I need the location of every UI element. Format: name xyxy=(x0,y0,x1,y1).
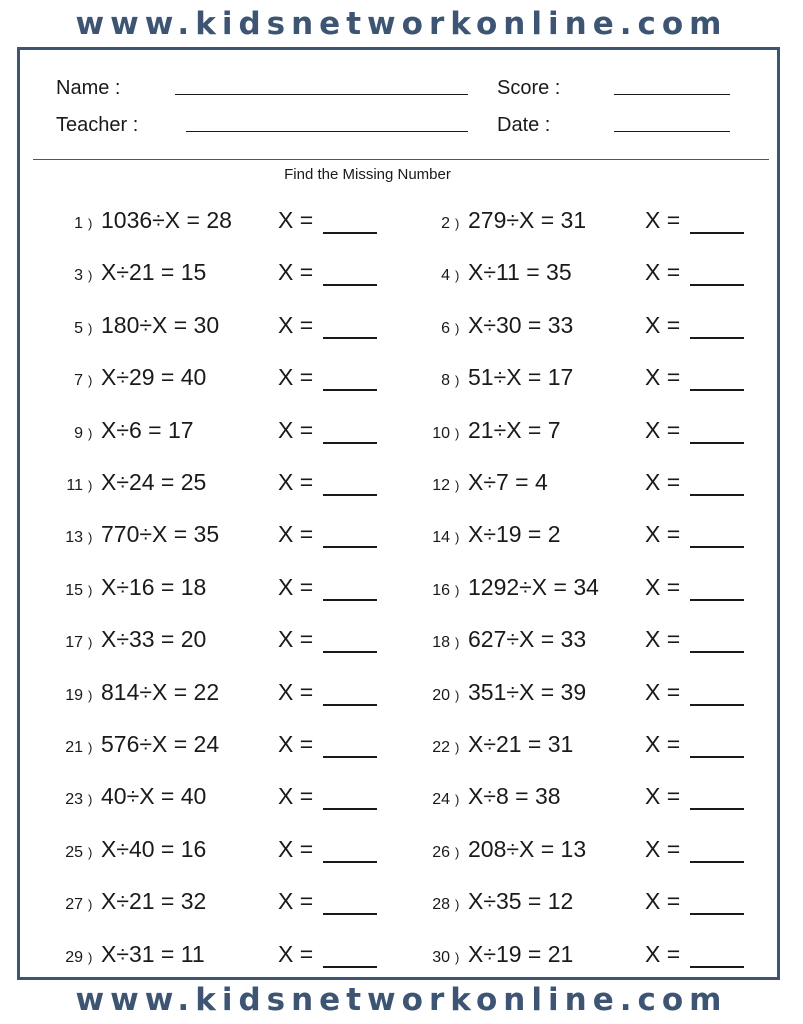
answer-blank[interactable] xyxy=(323,546,377,548)
problem-equation: X÷21 = 31 xyxy=(468,731,574,757)
problem-paren: ) xyxy=(88,373,93,389)
problem-number: 20 xyxy=(432,686,450,704)
answer-prefix: X = xyxy=(278,888,314,915)
answer-blank[interactable] xyxy=(690,389,744,391)
site-url-bottom: www.kidsnetworkonline.com xyxy=(75,982,728,1018)
problem-paren: ) xyxy=(88,897,93,913)
problem-paren: ) xyxy=(88,792,93,808)
answer-prefix: X = xyxy=(645,678,681,705)
problem-paren: ) xyxy=(455,844,460,860)
problem-number: 19 xyxy=(65,686,83,704)
problem-equation: 208÷X = 13 xyxy=(468,835,587,862)
problem-paren: ) xyxy=(88,844,93,860)
answer-blank[interactable] xyxy=(690,546,744,548)
problem-number: 22 xyxy=(432,739,450,756)
answer-prefix: X = xyxy=(278,416,314,443)
problem-number: 21 xyxy=(65,739,83,756)
answer-blank[interactable] xyxy=(690,232,744,234)
problem-number: 25 xyxy=(65,843,83,861)
problem-number: 18 xyxy=(432,634,450,652)
problem-paren: ) xyxy=(455,687,460,703)
problem-equation: 40÷X = 40 xyxy=(101,783,207,810)
problem-item xyxy=(53,621,393,661)
score-label: Score : xyxy=(497,77,561,99)
problem-number: 12 xyxy=(432,477,450,494)
problem-number: 6 xyxy=(441,319,450,337)
answer-prefix: X = xyxy=(645,521,681,548)
answer-prefix: X = xyxy=(278,783,314,810)
problem-number: 9 xyxy=(74,424,83,442)
problem-number: 30 xyxy=(432,948,450,966)
problem-paren: ) xyxy=(88,320,93,336)
problem-item xyxy=(420,412,760,452)
answer-prefix: X = xyxy=(278,469,314,495)
problem-paren: ) xyxy=(88,687,93,703)
problem-item xyxy=(420,674,760,714)
problem-number: 17 xyxy=(65,634,83,652)
header-divider xyxy=(33,159,769,160)
answer-blank[interactable] xyxy=(323,756,377,758)
problem-number: 28 xyxy=(432,896,450,914)
problem-paren: ) xyxy=(88,216,93,231)
answer-prefix: X = xyxy=(278,940,314,967)
problem-equation: 627÷X = 33 xyxy=(468,626,587,653)
answer-blank[interactable] xyxy=(323,284,377,286)
problem-item xyxy=(420,936,760,976)
answer-blank[interactable] xyxy=(323,808,377,810)
answer-prefix: X = xyxy=(645,416,681,443)
problem-item xyxy=(53,202,393,242)
answer-blank[interactable] xyxy=(690,704,744,706)
problem-item xyxy=(53,412,393,452)
answer-prefix: X = xyxy=(278,521,314,548)
problem-item xyxy=(420,359,760,399)
problem-paren: ) xyxy=(88,635,93,651)
problem-number: 29 xyxy=(65,948,83,966)
worksheet xyxy=(17,47,780,980)
problem-item xyxy=(53,726,393,766)
problem-paren: ) xyxy=(455,320,460,336)
problem-paren: ) xyxy=(455,792,460,808)
problem-equation: X÷8 = 38 xyxy=(468,783,561,810)
answer-blank[interactable] xyxy=(690,861,744,863)
problem-item xyxy=(53,254,393,294)
answer-blank[interactable] xyxy=(323,494,377,496)
problem-paren: ) xyxy=(88,740,93,755)
problem-item xyxy=(420,778,760,818)
worksheet-title: Find the Missing Number xyxy=(284,166,451,183)
answer-blank[interactable] xyxy=(323,599,377,601)
problem-paren: ) xyxy=(455,740,460,755)
problem-paren: ) xyxy=(88,949,93,965)
answer-blank[interactable] xyxy=(323,704,377,706)
problem-equation: X÷40 = 16 xyxy=(101,835,207,862)
problem-number: 2 xyxy=(441,215,450,232)
problem-number: 11 xyxy=(66,477,83,494)
problem-item xyxy=(420,569,760,609)
answer-prefix: X = xyxy=(278,626,314,653)
answer-blank[interactable] xyxy=(690,494,744,496)
teacher-label: Teacher : xyxy=(56,114,139,136)
problem-paren: ) xyxy=(88,268,93,284)
problem-equation: X÷21 = 15 xyxy=(101,259,207,286)
problem-item xyxy=(420,307,760,347)
answer-blank[interactable] xyxy=(690,337,744,339)
problem-equation: X÷19 = 2 xyxy=(468,521,561,548)
site-url-top: www.kidsnetworkonline.com xyxy=(75,6,728,42)
problem-number: 10 xyxy=(432,424,450,442)
answer-prefix: X = xyxy=(645,207,681,233)
problem-equation: 279÷X = 31 xyxy=(468,207,587,233)
problem-number: 5 xyxy=(74,319,83,337)
problem-paren: ) xyxy=(455,635,460,651)
answer-prefix: X = xyxy=(645,940,681,967)
problem-item xyxy=(53,831,393,871)
problem-paren: ) xyxy=(455,949,460,965)
problem-equation: 576÷X = 24 xyxy=(101,731,220,757)
problem-paren: ) xyxy=(88,425,93,441)
problem-item xyxy=(53,674,393,714)
answer-prefix: X = xyxy=(645,783,681,810)
problem-equation: X÷30 = 33 xyxy=(468,311,574,338)
answer-blank[interactable] xyxy=(323,966,377,968)
problem-equation: X÷24 = 25 xyxy=(101,469,207,495)
problem-equation: 770÷X = 35 xyxy=(101,521,220,548)
name-line xyxy=(175,94,468,95)
problem-item xyxy=(53,778,393,818)
problem-item xyxy=(420,831,760,871)
problem-number: 16 xyxy=(432,581,450,599)
answer-blank[interactable] xyxy=(323,651,377,653)
problem-equation: X÷31 = 11 xyxy=(101,940,205,967)
answer-blank[interactable] xyxy=(690,599,744,601)
problem-equation: X÷7 = 4 xyxy=(468,469,548,495)
problem-number: 3 xyxy=(74,267,83,285)
problem-number: 8 xyxy=(441,372,450,390)
answer-prefix: X = xyxy=(278,731,314,757)
problem-paren: ) xyxy=(455,216,460,231)
problem-item xyxy=(53,569,393,609)
problem-item xyxy=(420,621,760,661)
answer-prefix: X = xyxy=(278,259,314,286)
name-label: Name : xyxy=(56,77,121,99)
problem-equation: 351÷X = 39 xyxy=(468,678,587,705)
answer-blank[interactable] xyxy=(690,913,744,915)
answer-prefix: X = xyxy=(278,835,314,862)
problem-equation: X÷11 = 35 xyxy=(468,259,572,286)
answer-prefix: X = xyxy=(645,573,681,600)
date-line xyxy=(614,131,730,132)
problem-number: 15 xyxy=(65,581,83,599)
answer-prefix: X = xyxy=(278,207,314,233)
problem-paren: ) xyxy=(455,425,460,441)
problem-paren: ) xyxy=(88,530,93,546)
problem-item xyxy=(53,464,393,504)
problem-paren: ) xyxy=(455,530,460,546)
problem-paren: ) xyxy=(88,478,93,493)
answer-prefix: X = xyxy=(645,731,681,757)
answer-prefix: X = xyxy=(645,311,681,338)
problem-number: 7 xyxy=(74,372,83,390)
problem-item xyxy=(420,516,760,556)
problem-equation: X÷33 = 20 xyxy=(101,626,207,653)
problem-number: 4 xyxy=(441,267,450,285)
problem-item xyxy=(53,307,393,347)
problem-equation: 814÷X = 22 xyxy=(101,678,220,705)
problem-item xyxy=(53,883,393,923)
answer-blank[interactable] xyxy=(323,389,377,391)
problem-paren: ) xyxy=(455,373,460,389)
date-label: Date : xyxy=(497,114,551,136)
problem-equation: X÷35 = 12 xyxy=(468,888,574,915)
problem-number: 27 xyxy=(65,896,83,914)
problem-number: 24 xyxy=(432,791,450,809)
problem-number: 13 xyxy=(65,529,83,547)
problem-item xyxy=(53,516,393,556)
answer-blank[interactable] xyxy=(323,232,377,234)
answer-blank[interactable] xyxy=(323,442,377,444)
problem-equation: 21÷X = 7 xyxy=(468,416,561,443)
answer-prefix: X = xyxy=(645,259,681,286)
problem-equation: X÷16 = 18 xyxy=(101,573,207,600)
problem-number: 1 xyxy=(74,215,83,232)
problem-paren: ) xyxy=(455,268,460,284)
problem-equation: 51÷X = 17 xyxy=(468,364,574,391)
answer-blank[interactable] xyxy=(690,756,744,758)
problem-item xyxy=(420,883,760,923)
problem-equation: X÷21 = 32 xyxy=(101,888,207,915)
answer-blank[interactable] xyxy=(323,861,377,863)
answer-prefix: X = xyxy=(645,626,681,653)
problem-item xyxy=(420,254,760,294)
answer-prefix: X = xyxy=(278,573,314,600)
problem-equation: X÷29 = 40 xyxy=(101,364,207,391)
answer-prefix: X = xyxy=(278,311,314,338)
problem-item xyxy=(420,726,760,766)
answer-prefix: X = xyxy=(278,678,314,705)
answer-blank[interactable] xyxy=(323,913,377,915)
answer-blank[interactable] xyxy=(690,442,744,444)
problem-equation: 180÷X = 30 xyxy=(101,311,220,338)
problem-equation: X÷6 = 17 xyxy=(101,416,194,443)
answer-blank[interactable] xyxy=(690,651,744,653)
answer-prefix: X = xyxy=(645,835,681,862)
answer-blank[interactable] xyxy=(690,808,744,810)
problem-paren: ) xyxy=(455,478,460,493)
problem-paren: ) xyxy=(88,582,93,598)
answer-prefix: X = xyxy=(278,364,314,391)
problem-item xyxy=(53,359,393,399)
teacher-line xyxy=(186,131,468,132)
problem-item xyxy=(420,202,760,242)
problem-number: 23 xyxy=(65,791,83,809)
answer-blank[interactable] xyxy=(323,337,377,339)
problem-equation: 1036÷X = 28 xyxy=(101,207,232,233)
problem-equation: X÷19 = 21 xyxy=(468,940,574,967)
answer-blank[interactable] xyxy=(690,966,744,968)
problem-item xyxy=(420,464,760,504)
problem-paren: ) xyxy=(455,582,460,598)
answer-prefix: X = xyxy=(645,888,681,915)
problem-number: 14 xyxy=(432,529,450,547)
problem-number: 26 xyxy=(432,843,450,861)
problem-paren: ) xyxy=(455,897,460,913)
answer-prefix: X = xyxy=(645,364,681,391)
problem-equation: 1292÷X = 34 xyxy=(468,573,599,600)
answer-blank[interactable] xyxy=(690,284,744,286)
score-line xyxy=(614,94,730,95)
problem-item xyxy=(53,936,393,976)
answer-prefix: X = xyxy=(645,469,681,495)
